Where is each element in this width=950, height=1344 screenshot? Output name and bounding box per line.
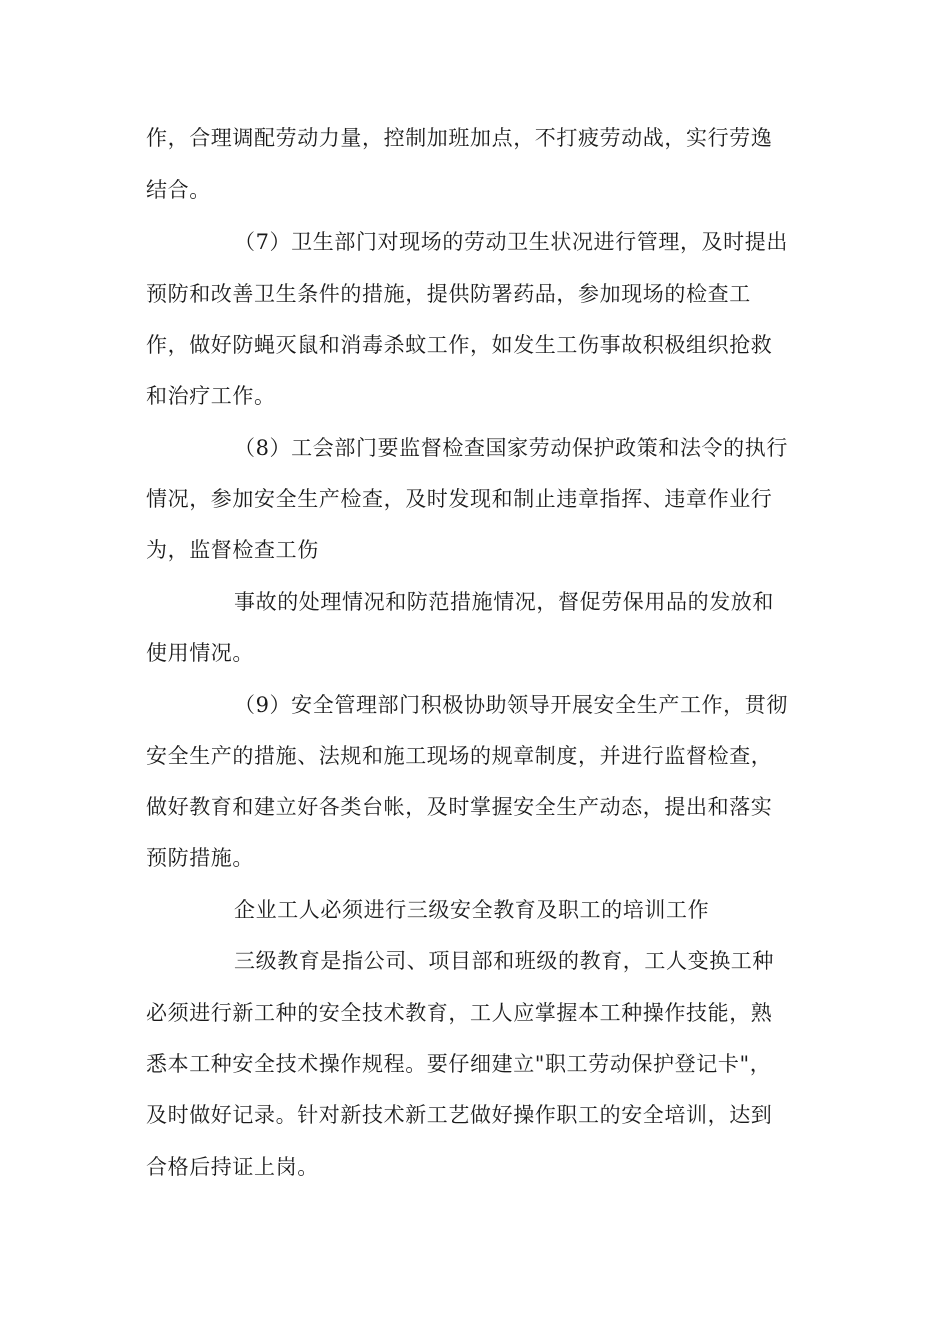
- text-line: 使用情况。: [146, 641, 254, 665]
- text-line: 和治疗工作。: [146, 384, 276, 408]
- text-line: 情况，参加安全生产检查，及时发现和制止违章指挥、违章作业行: [146, 487, 773, 511]
- text-line: 合格后持证上岗。: [146, 1155, 319, 1179]
- text-line: 必须进行新工种的安全技术教育，工人应掌握本工种操作技能，熟: [146, 1001, 773, 1025]
- text-line: 结合。: [146, 178, 211, 202]
- text-line: 作，做好防蝇灭鼠和消毒杀蚊工作，如发生工伤事故积极组织抢救: [146, 333, 773, 357]
- text-line: 及时做好记录。针对新技术新工艺做好操作职工的安全培训，达到: [146, 1103, 773, 1127]
- text-line: （9）安全管理部门积极协助领导开展安全生产工作，贯彻: [234, 693, 788, 717]
- text-line: 三级教育是指公司、项目部和班级的教育，工人变换工种: [234, 949, 774, 973]
- text-line: （8）工会部门要监督检查国家劳动保护政策和法令的执行: [234, 436, 788, 460]
- text-line: 做好教育和建立好各类台帐，及时掌握安全生产动态，提出和落实: [146, 795, 773, 819]
- text-line: （7）卫生部门对现场的劳动卫生状况进行管理，及时提出: [234, 230, 788, 254]
- section-heading: 企业工人必须进行三级安全教育及职工的培训工作: [234, 898, 710, 922]
- text-line: 预防和改善卫生条件的措施，提供防署药品，参加现场的检查工: [146, 282, 751, 306]
- text-line: 预防措施。: [146, 846, 254, 870]
- text-line: 为，监督检查工伤: [146, 538, 319, 562]
- text-line: 安全生产的措施、法规和施工现场的规章制度，并进行监督检查，: [146, 744, 773, 768]
- text-line: 事故的处理情况和防范措施情况，督促劳保用品的发放和: [234, 590, 774, 614]
- text-line: 作，合理调配劳动力量，控制加班加点，不打疲劳动战，实行劳逸: [146, 126, 773, 150]
- text-line: 悉本工种安全技术操作规程。要仔细建立"职工劳动保护登记卡"，: [146, 1052, 772, 1076]
